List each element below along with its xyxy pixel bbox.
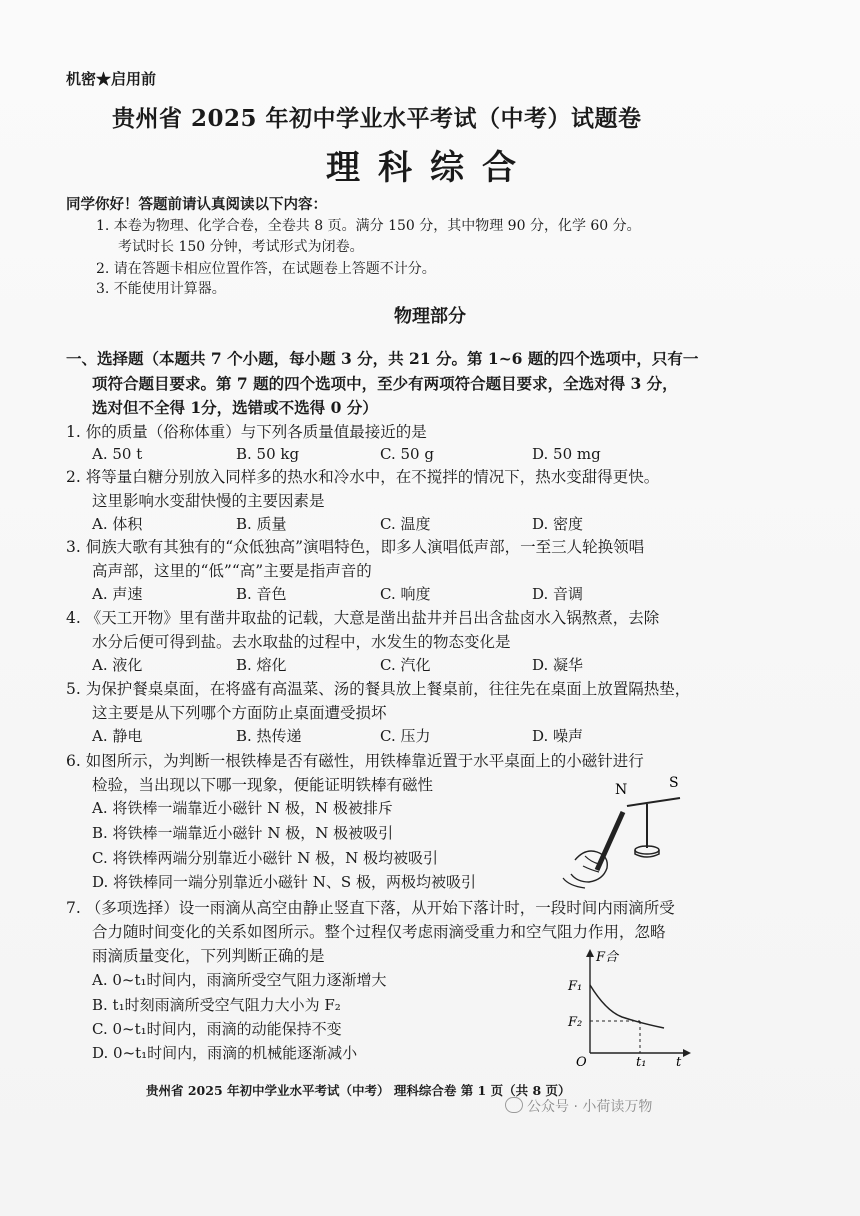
option-d: D. 0~t₁时间内，雨滴的机械能逐渐减小 xyxy=(92,1044,358,1062)
question-stem: 雨滴质量变化，下列判断正确的是 xyxy=(92,947,325,965)
option-d: D. 凝华 xyxy=(532,656,584,674)
option-b: B. 将铁棒一端靠近小磁针 N 极，N 极被吸引 xyxy=(92,824,394,842)
option-c: C. 0~t₁时间内，雨滴的动能保持不变 xyxy=(92,1020,342,1038)
intro-note: 2. 请在答题卡相应位置作答，在试题卷上答题不计分。 xyxy=(96,261,436,277)
question-stem: 这主要是从下列哪个方面防止桌面遭受损坏 xyxy=(92,704,387,722)
f2-label: F₂ xyxy=(568,1015,583,1030)
section-title: 物理部分 xyxy=(394,306,466,327)
subject-title: 理科综合 xyxy=(326,148,534,188)
origin-label: O xyxy=(576,1055,587,1070)
part-instructions: 项符合题目要求。第 7 题的四个选项中，至少有两项符合题目要求，全选对得 3 分， xyxy=(92,374,678,393)
option-c: C. 将铁棒两端分别靠近小磁针 N 极，N 极均被吸引 xyxy=(92,849,439,867)
f1-label: F₁ xyxy=(568,979,583,994)
watermark-text: 公众号 · 小荷读万物 xyxy=(527,1099,653,1115)
option-a: A. 声速 xyxy=(92,585,143,603)
option-d: D. 音调 xyxy=(532,585,584,603)
question-stem: 高声部，这里的“低”“高”主要是指声音的 xyxy=(92,562,372,580)
option-b: B. 熔化 xyxy=(236,656,287,674)
question-stem: 6. 如图所示，为判断一根铁棒是否有磁性，用铁棒靠近置于水平桌面上的小磁针进行 xyxy=(66,752,644,770)
option-a: A. 50 t xyxy=(92,445,143,463)
option-b: B. 50 kg xyxy=(236,445,300,463)
wechat-icon xyxy=(505,1097,523,1113)
option-d: D. 噪声 xyxy=(532,727,584,745)
intro-note: 1. 本卷为物理、化学合卷，全卷共 8 页。满分 150 分，其中物理 90 分，化学 60 分。 xyxy=(96,218,641,234)
option-d: D. 密度 xyxy=(532,515,584,533)
question-stem: 5. 为保护餐桌桌面，在将盛有高温菜、汤的餐具放上餐桌前，往往先在桌面上放置隔热垫， xyxy=(66,680,691,698)
option-b: B. 质量 xyxy=(236,515,287,533)
question-stem: 检验，当出现以下哪一现象，便能证明铁棒有磁性 xyxy=(92,776,434,794)
question-stem: 7. （多项选择）设一雨滴从高空由静止竖直下落，从开始下落计时，一段时间内雨滴所受 xyxy=(66,899,675,917)
question-stem: 4. 《天工开物》里有凿井取盐的记载，大意是凿出盐井并吕出含盐卤水入锅熬煮，去除 xyxy=(66,609,660,627)
intro-note: 3. 不能使用计算器。 xyxy=(96,281,226,297)
confidential-label: 机密★启用前 xyxy=(66,70,157,88)
watermark xyxy=(505,1096,652,1116)
question-stem: 1. 你的质量（俗称体重）与下列各质量值最接近的是 xyxy=(66,423,427,441)
option-b: B. 热传递 xyxy=(236,727,302,745)
option-c: C. 汽化 xyxy=(380,656,431,674)
option-a: A. 0~t₁时间内，雨滴所受空气阻力逐渐增大 xyxy=(92,971,387,989)
intro-greeting: 同学你好！答题前请认真阅读以下内容： xyxy=(66,196,327,213)
part-instructions: 一、选择题（本题共 7 个小题，每小题 3 分，共 21 分。第 1~6 题的四个选项中，只有一 xyxy=(66,349,699,368)
x-axis-label: t xyxy=(676,1055,682,1070)
option-b: B. t₁时刻雨滴所受空气阻力大小为 F₂ xyxy=(92,996,341,1014)
option-a: A. 静电 xyxy=(92,727,143,745)
y-axis-label: F合 xyxy=(596,950,619,965)
question-stem: 合力随时间变化的关系如图所示。整个过程仅考虑雨滴受重力和空气阻力作用，忽略 xyxy=(92,923,666,941)
s-pole-label: S xyxy=(669,775,679,791)
option-d: D. 50 mg xyxy=(532,445,601,463)
n-pole-label: N xyxy=(615,782,628,798)
intro-note: 考试时长 150 分钟，考试形式为闭卷。 xyxy=(118,239,364,255)
option-a: A. 体积 xyxy=(92,515,143,533)
force-time-graph xyxy=(560,945,695,1070)
t1-label: t₁ xyxy=(636,1055,647,1070)
option-c: C. 响度 xyxy=(380,585,431,603)
option-c: C. 压力 xyxy=(380,727,431,745)
option-d: D. 将铁棒同一端分别靠近小磁针 N、S 极，两极均被吸引 xyxy=(92,873,476,891)
question-stem: 水分后便可得到盐。去水取盐的过程中，水发生的物态变化是 xyxy=(92,633,511,651)
option-a: A. 液化 xyxy=(92,656,143,674)
question-stem: 这里影响水变甜快慢的主要因素是 xyxy=(92,492,325,510)
option-b: B. 音色 xyxy=(236,585,287,603)
question-stem: 3. 侗族大歌有其独有的“众低独高”演唱特色，即多人演唱低声部，一至三人轮换领唱 xyxy=(66,538,645,556)
question-stem: 2. 将等量白糖分别放入同样多的热水和冷水中，在不搅拌的情况下，热水变甜得更快。 xyxy=(66,468,660,486)
option-c: C. 温度 xyxy=(380,515,431,533)
part-instructions: 选对但不全得 1分，选错或不选得 0 分） xyxy=(92,398,378,417)
option-a: A. 将铁棒一端靠近小磁针 N 极，N 极被排斥 xyxy=(92,799,393,817)
page-footer: 贵州省 2025 年初中学业水平考试（中考） 理科综合卷 第 1 页（共 8 页） xyxy=(146,1083,571,1098)
exam-title: 贵州省 2025 年初中学业水平考试（中考）试题卷 xyxy=(112,105,642,132)
option-c: C. 50 g xyxy=(380,445,434,463)
magnet-needle-figure xyxy=(555,770,705,890)
